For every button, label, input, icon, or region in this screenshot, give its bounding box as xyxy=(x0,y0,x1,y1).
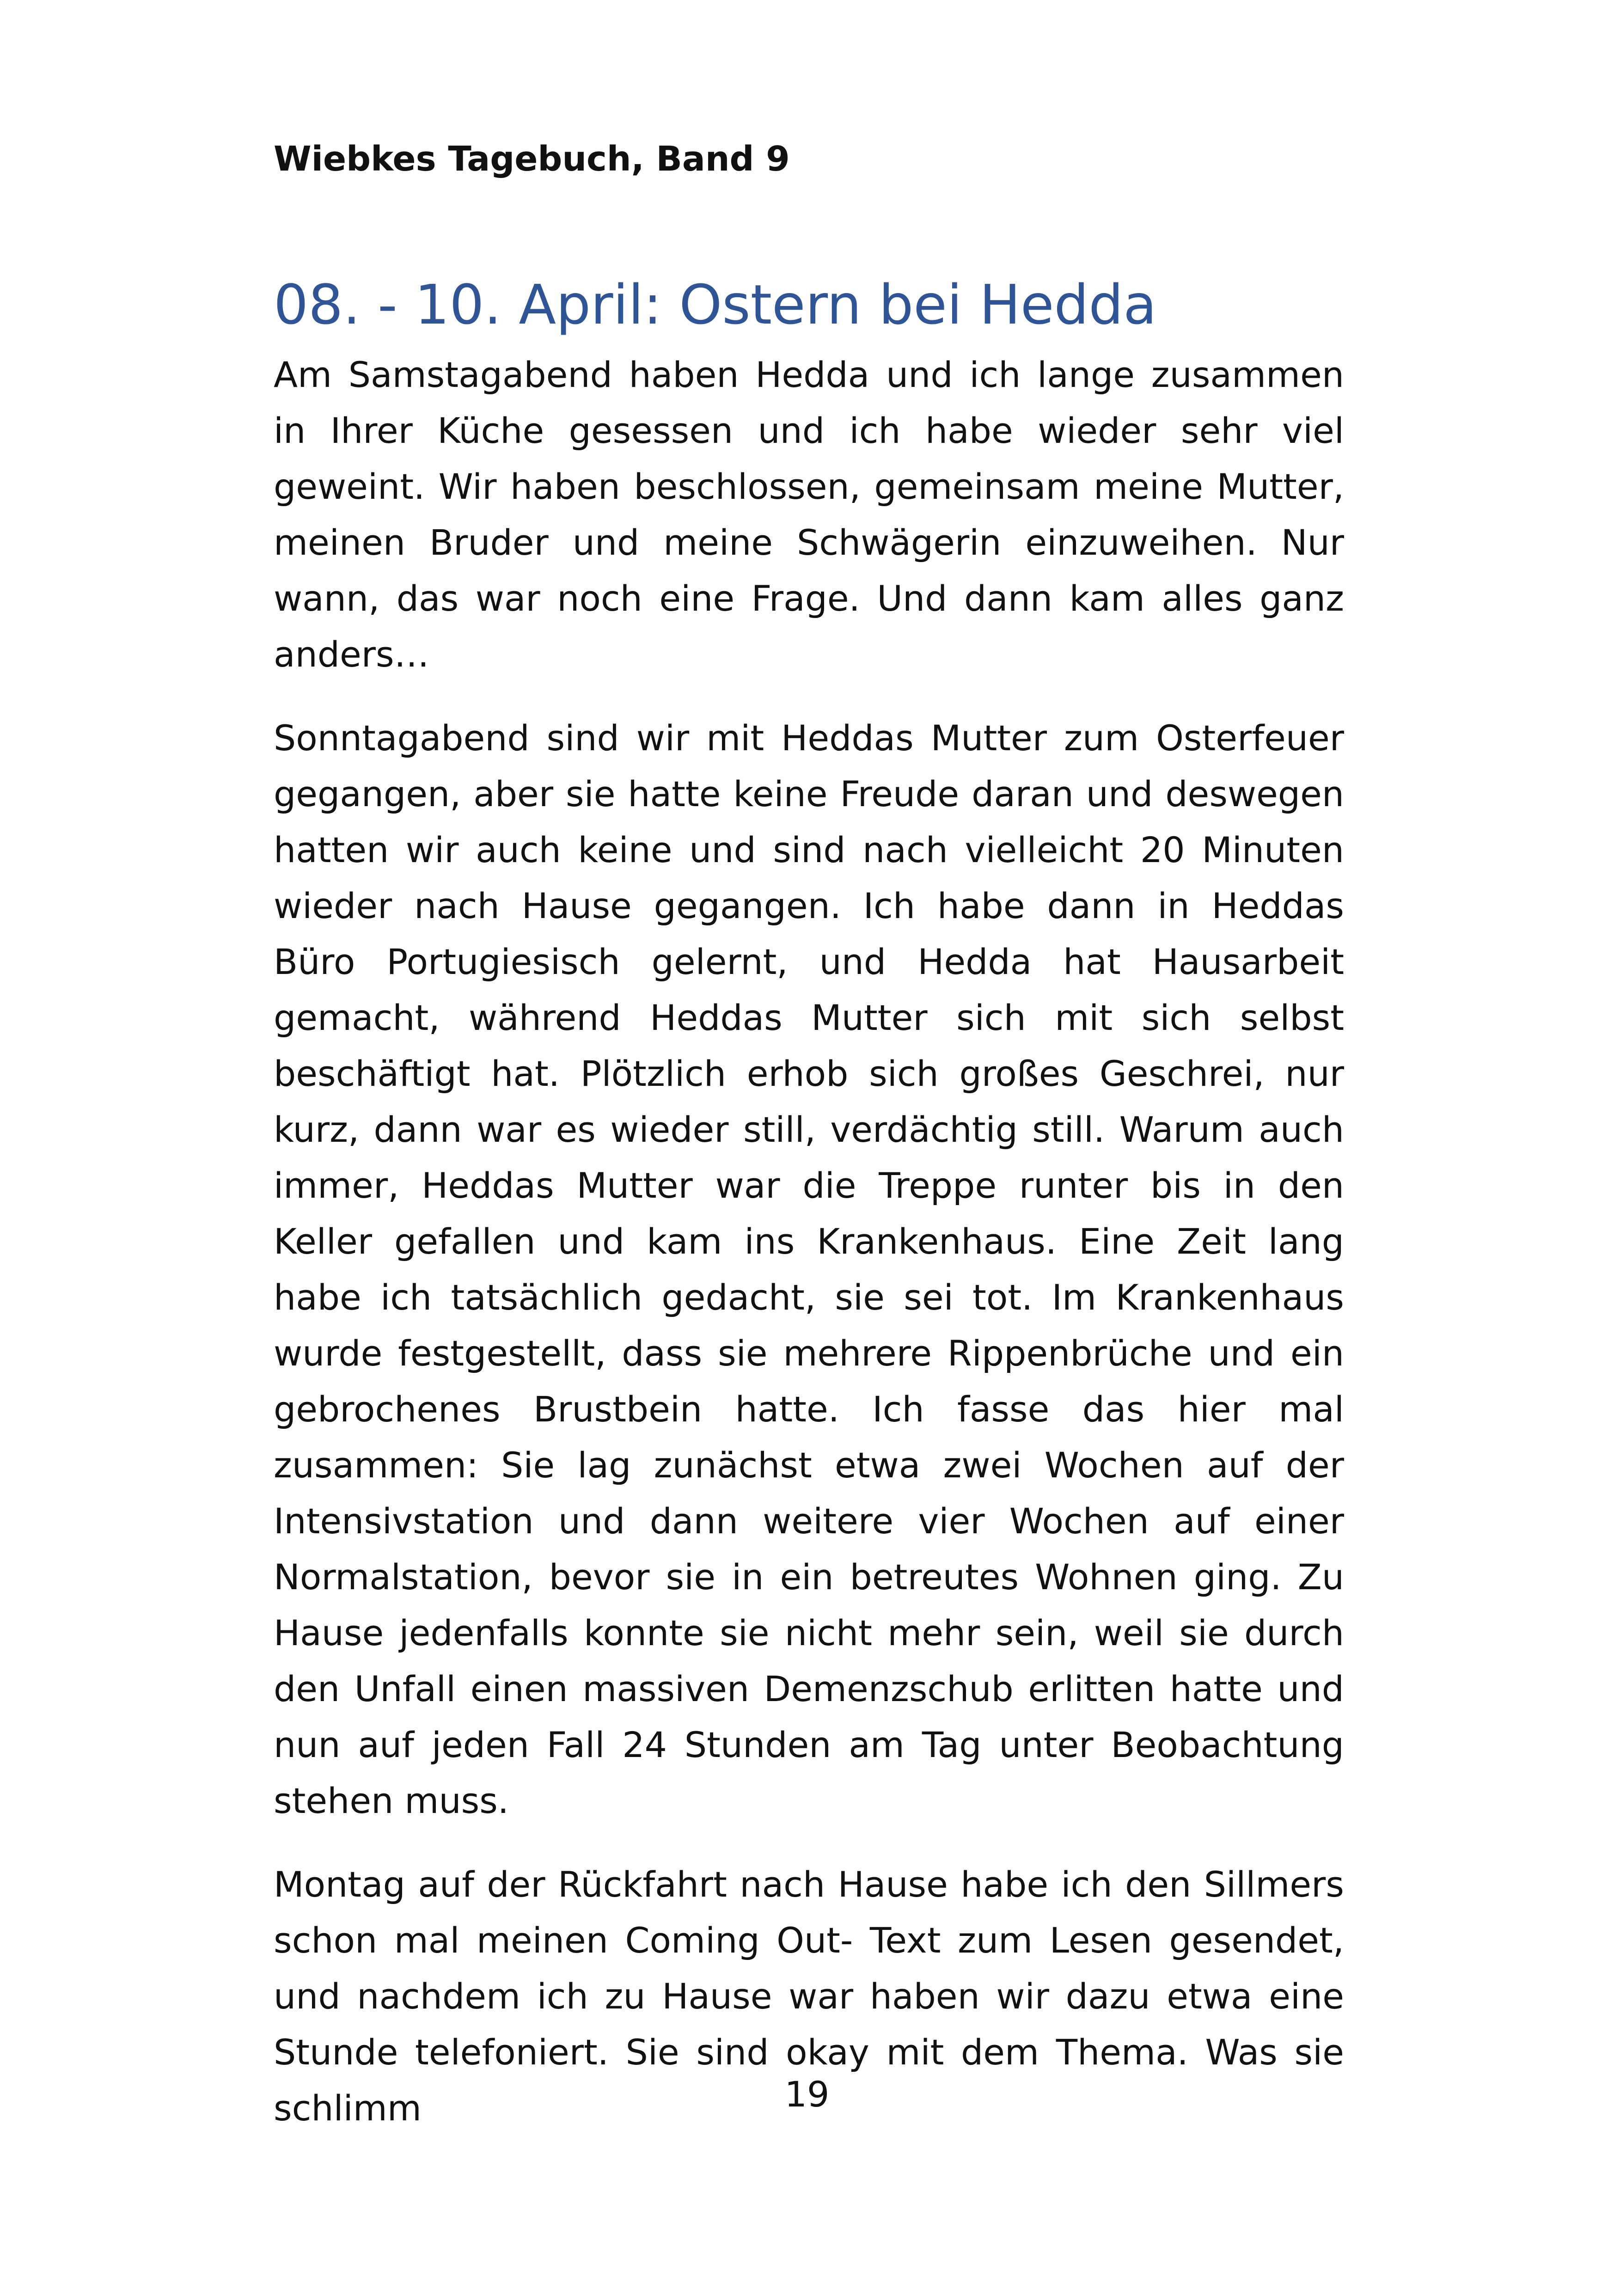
paragraph-1: Am Samstagabend haben Hedda und ich lange zusammen in Ihrer Küche gesessen und ich habe wieder sehr viel geweint. Wir haben beschlossen, gemeinsam meine Mutter, meinen Bruder und meine Schwägerin einzuweihen. Nur wann, das war noch eine Frage. Und dann kam alles ganz anders… xyxy=(274,354,1344,675)
chapter-title: 08. - 10. April: Ostern bei Hedda xyxy=(274,272,1157,337)
paragraph-2: Sonntagabend sind wir mit Heddas Mutter zum Osterfeuer gegangen, aber sie hatte keine Freude daran und deswegen hatten wir auch keine und sind nach vielleicht 20 Minuten wieder nach Hause gegangen. Ich habe dann in Heddas Büro Portugiesisch gelernt, und Hedda hat Hausarbeit gemacht, während Heddas Mutter sich mit sich selbst beschäftigt hat. Plötzlich erhob sich großes Geschrei, nur kurz, dann war es wieder still, verdächtig still. Warum auch immer, Heddas Mutter war die Treppe runter bis in den Keller gefallen und kam ins Krankenhaus. Eine Zeit lang habe ich tatsächlich gedacht, sie sei tot. Im Krankenhaus wurde festgestellt, dass sie mehrere Rippenbrüche und ein gebrochenes Brustbein hatte. Ich fasse das hier mal zusammen: Sie lag zunächst etwa zwei Wochen auf der Intensivstation und dann weitere vier Wochen auf einer Normalstation, bevor sie in ein betreutes Wohnen ging. Zu Hause jedenfalls konnte sie nicht mehr sein, weil sie durch den Unfall einen massiven Demenzschub erlitten hatte und nun auf jeden Fall 24 Stunden am Tag unter Beobachtung stehen muss. xyxy=(274,717,1344,1822)
paragraph-3: Montag auf der Rückfahrt nach Hause habe ich den Sillmers schon mal meinen Coming Out- Text zum Lesen gesendet, und nachdem ich zu Hause war haben wir dazu etwa eine Stunde telefoniert. Sie sind okay mit dem Thema. Was sie schlimm xyxy=(274,1864,1344,2129)
book-title: Wiebkes Tagebuch, Band 9 xyxy=(274,139,790,179)
page-number: 19 xyxy=(784,2074,830,2115)
